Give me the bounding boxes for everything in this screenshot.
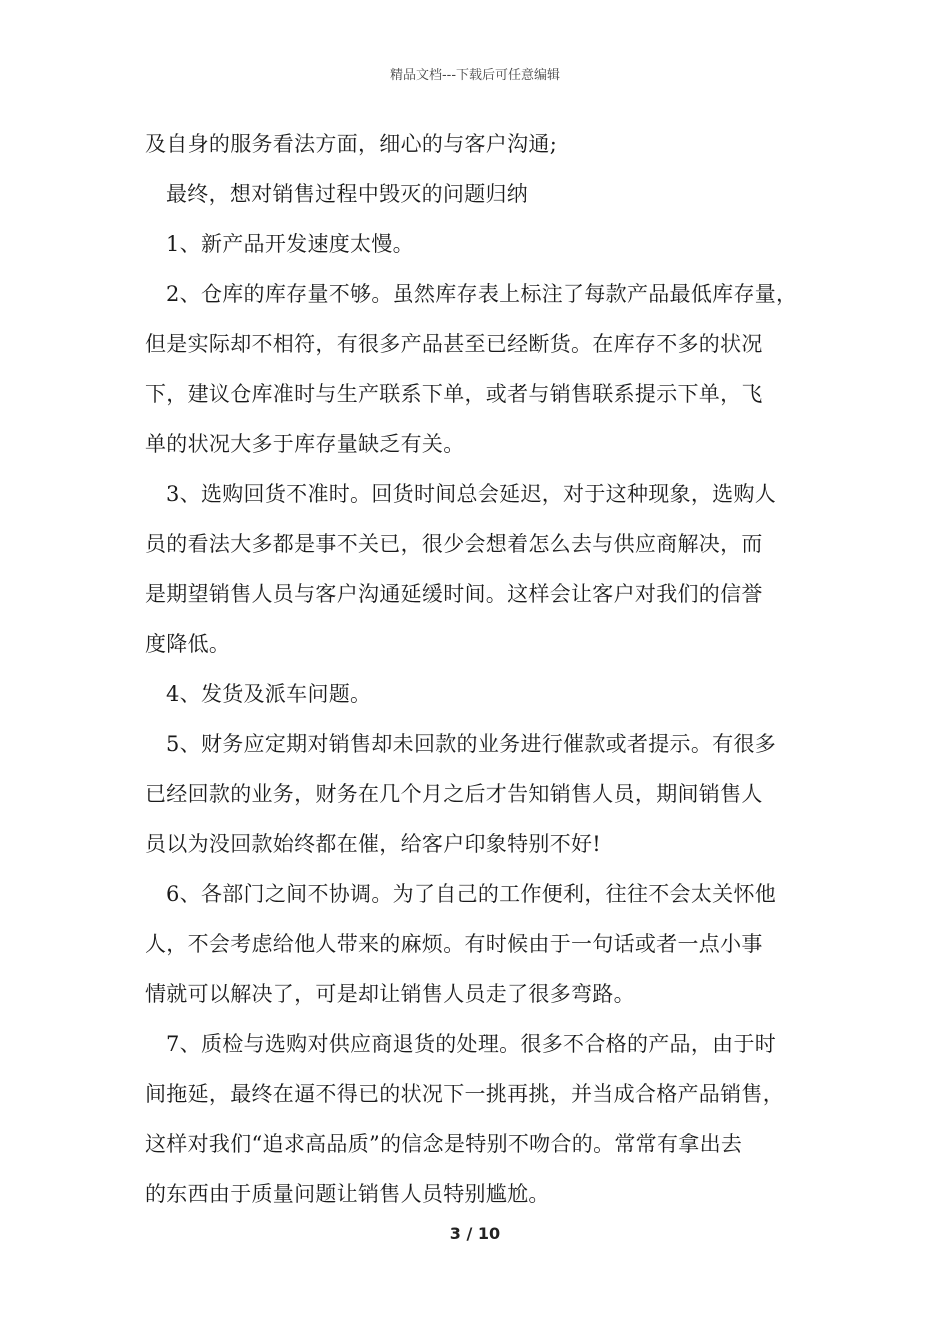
body-line: 情就可以解决了，可是却让销售人员走了很多弯路。 [145, 982, 635, 1006]
list-item-6: 6、各部门之间不协调。为了自己的工作便利，往往不会太关怀他 [166, 882, 777, 906]
body-line: 度降低。 [145, 632, 231, 656]
list-item-1: 1、新产品开发速度太慢。 [166, 232, 414, 256]
body-line: 员以为没回款始终都在催，给客户印象特别不好! [145, 832, 602, 856]
body-line: 员的看法大多都是事不关已，很少会想着怎么去与供应商解决，而 [145, 532, 763, 556]
paragraph-start-line: 最终，想对销售过程中毁灭的问题归纳 [166, 182, 529, 206]
body-line: 及自身的服务看法方面，细心的与客户沟通; [145, 132, 558, 156]
body-line: 这样对我们“追求高品质”的信念是特别不吻合的。常常有拿出去 [145, 1132, 743, 1156]
body-line: 单的状况大多于库存量缺乏有关。 [145, 432, 465, 456]
body-line: 但是实际却不相符，有很多产品甚至已经断货。在库存不多的状况 [145, 332, 763, 356]
list-item-4: 4、发货及派车问题。 [166, 682, 372, 706]
body-line: 间拖延，最终在逼不得已的状况下一挑再挑，并当成合格产品销售， [145, 1082, 784, 1106]
document-body [145, 126, 807, 1226]
page-header: 精品文档---下载后可任意编辑 [389, 68, 561, 83]
list-item-2: 2、仓库的库存量不够。虽然库存表上标注了每款产品最低库存量， [166, 282, 798, 306]
body-line: 的东西由于质量问题让销售人员特别尴尬。 [145, 1182, 550, 1206]
body-line: 是期望销售人员与客户沟通延缓时间。这样会让客户对我们的信誉 [145, 582, 763, 606]
body-line: 人，不会考虑给他人带来的麻烦。有时候由于一句话或者一点小事 [145, 932, 763, 956]
list-item-7: 7、质检与选购对供应商退货的处理。很多不合格的产品，由于时 [166, 1032, 777, 1056]
list-item-3: 3、选购回货不准时。回货时间总会延迟，对于这种现象，选购人 [166, 482, 777, 506]
body-line: 已经回款的业务，财务在几个月之后才告知销售人员，期间销售人 [145, 782, 763, 806]
page-number: 3 / 10 [449, 1224, 501, 1243]
list-item-5: 5、财务应定期对销售却未回款的业务进行催款或者提示。有很多 [166, 732, 777, 756]
body-line: 下，建议仓库准时与生产联系下单，或者与销售联系提示下单，飞 [145, 382, 763, 406]
